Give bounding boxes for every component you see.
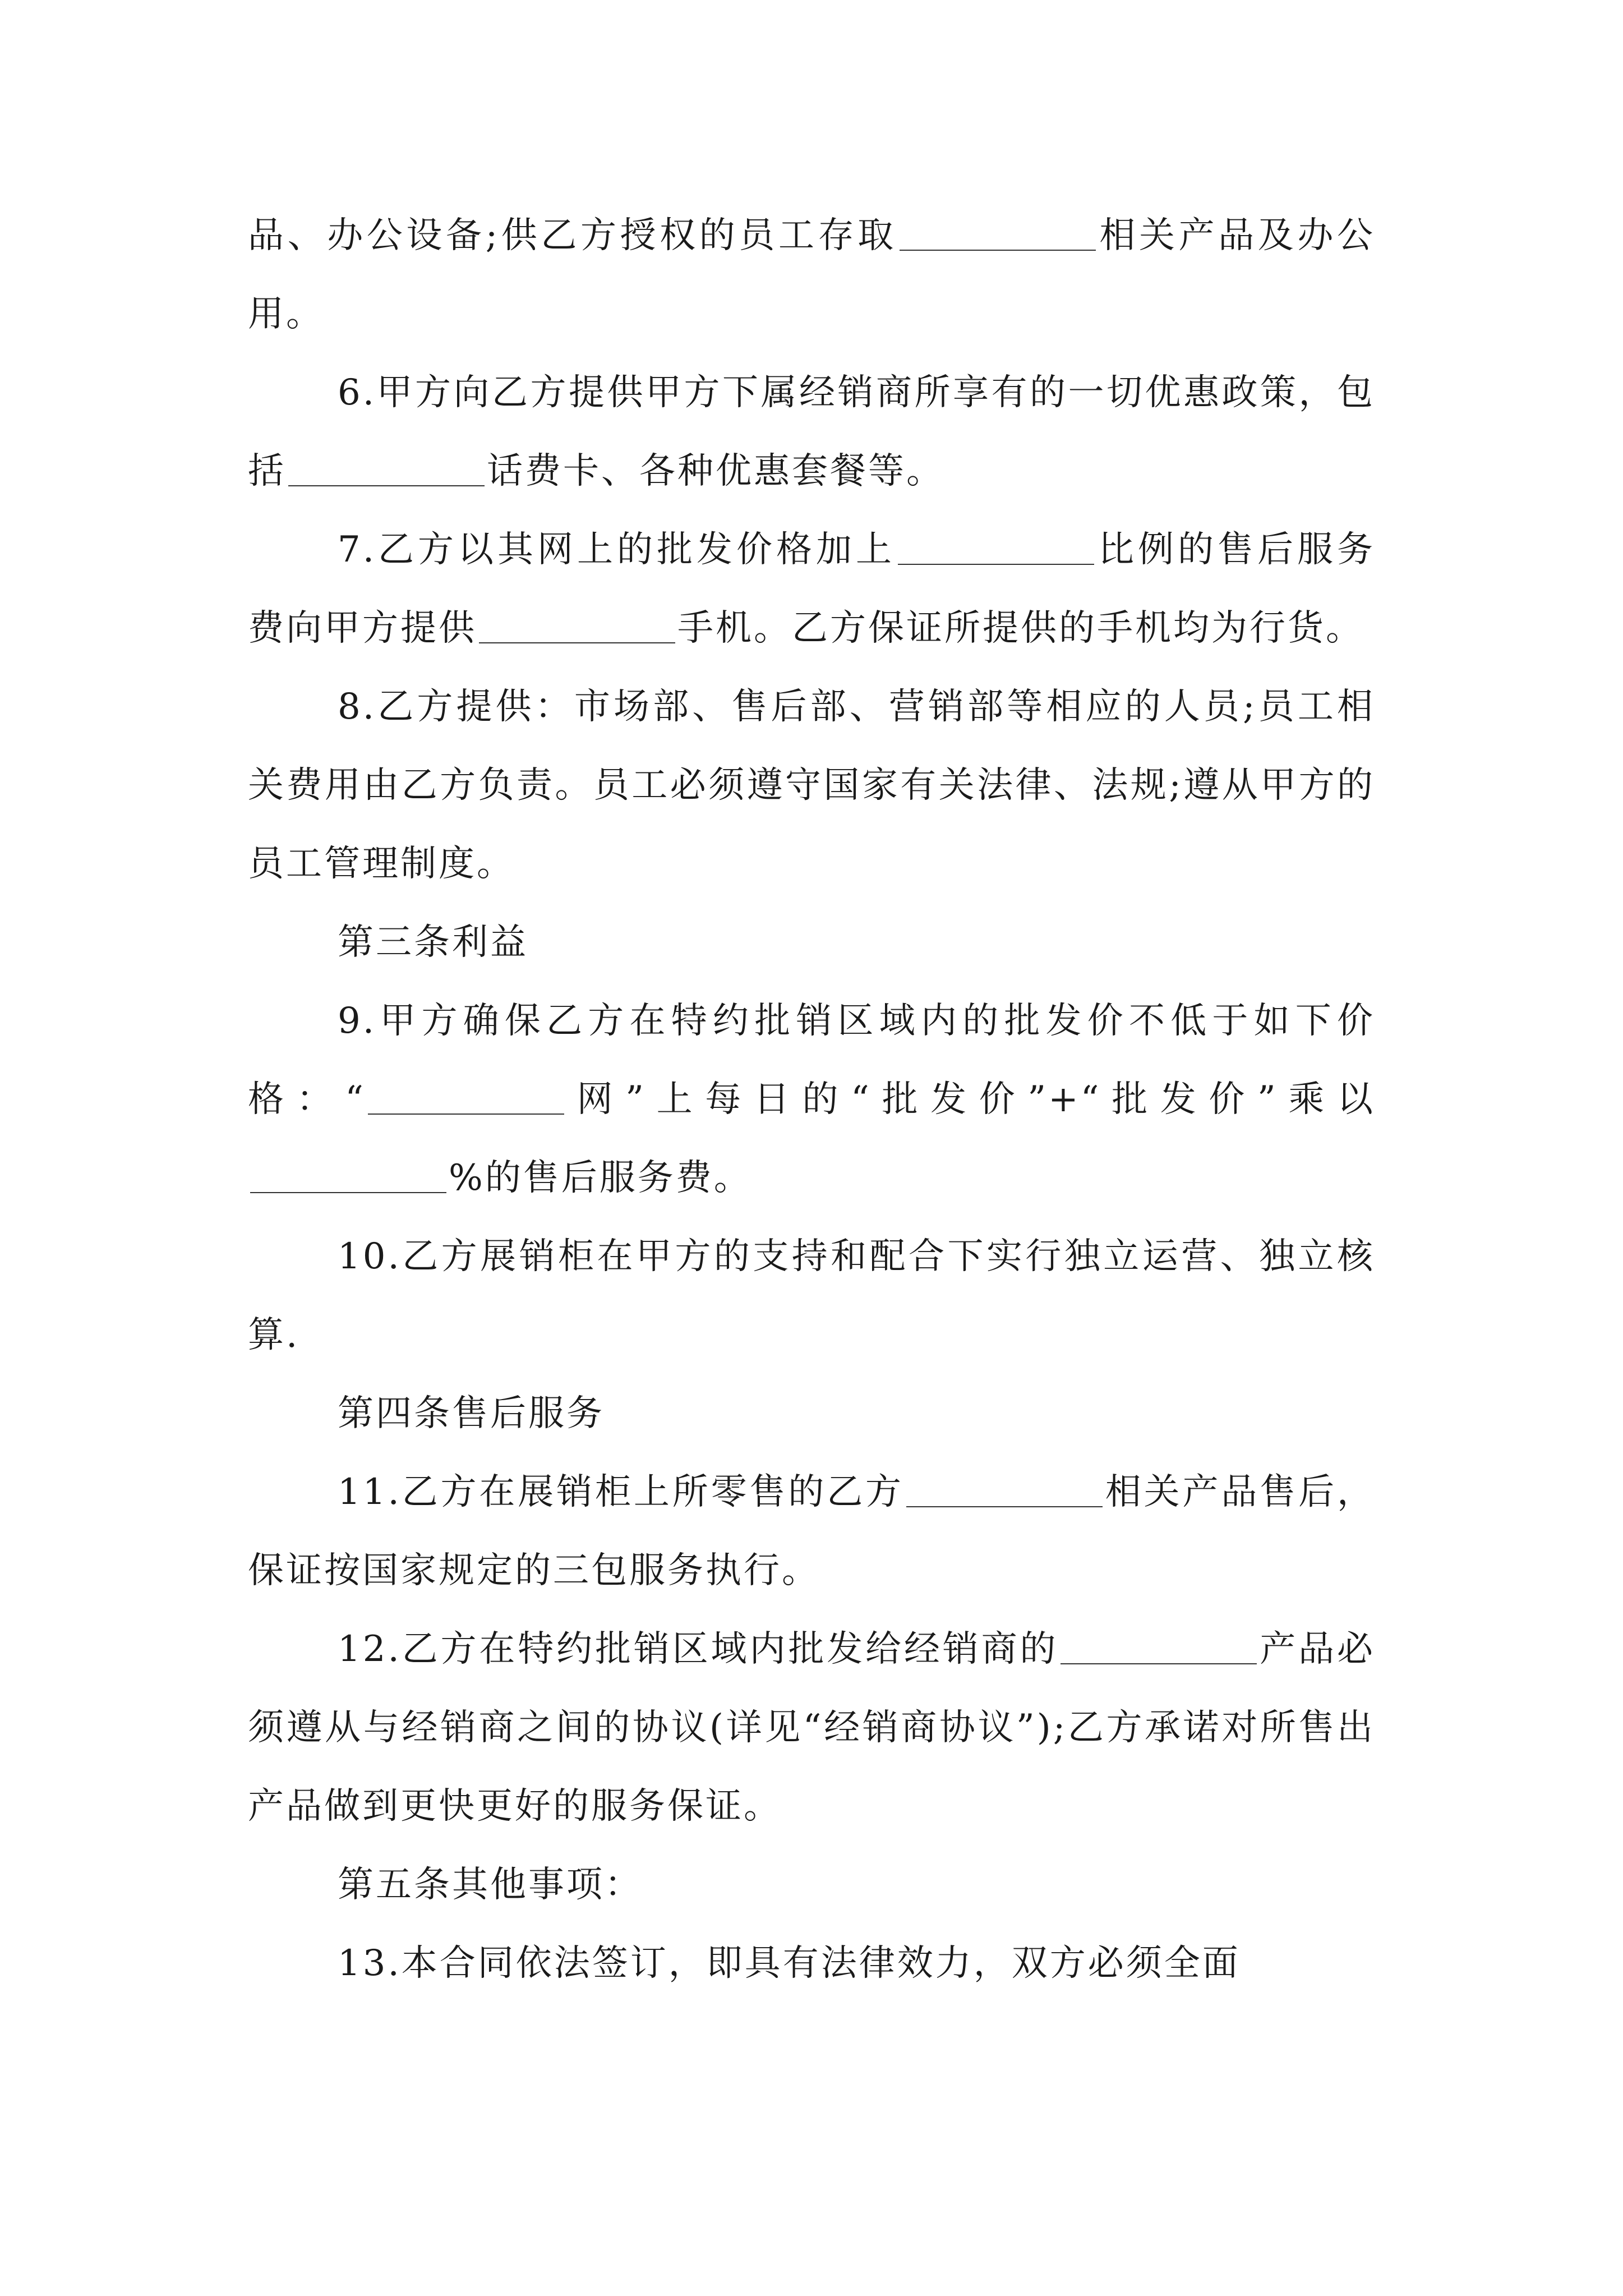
paragraph-text: 9.甲方确保乙方在特约批销区域内的批发价不低于如下价格：“: [248, 1000, 1375, 1120]
paragraph-text: 11.乙方在展销柜上所零售的乙方: [338, 1471, 904, 1513]
paragraph-text: 手机。乙方保证所提供的手机均为行货。: [677, 608, 1364, 649]
paragraph: [248, 353, 1375, 510]
section-heading: [248, 1846, 1375, 1924]
paragraph: [248, 1453, 1375, 1610]
paragraph: [248, 1610, 1375, 1846]
fill-in-blank: [898, 528, 1094, 565]
paragraph: [248, 510, 1375, 668]
fill-in-blank: [368, 1078, 564, 1115]
paragraph-text: 8.乙方提供：市场部、售后部、营销部等相应的人员;员工相关费用由乙方负责。员工必须遵守国家有关法律、法规;遵从甲方的员工管理制度。: [248, 686, 1375, 885]
section-heading: [248, 903, 1375, 982]
fill-in-blank: [1061, 1627, 1257, 1664]
paragraph-text: 相关产品售后，保证按国家规定的三包服务执行。: [248, 1471, 1376, 1591]
paragraph-text: 网”上每日的“批发价”+“批发价”乘以: [566, 1079, 1376, 1120]
paragraph: [248, 1217, 1375, 1374]
paragraph-text: 品、办公设备;供乙方授权的员工存取: [248, 215, 897, 256]
section-heading: [248, 1374, 1375, 1453]
paragraph: [248, 668, 1375, 903]
paragraph: [248, 196, 1375, 353]
fill-in-blank: [900, 214, 1096, 251]
paragraph-text: %的售后服务费。: [449, 1157, 752, 1199]
document-body: [248, 196, 1375, 2003]
paragraph-text: 13.本合同依法签订，即具有法律效力，双方必须全面: [338, 1943, 1241, 1984]
fill-in-blank: [479, 606, 675, 643]
paragraph-text: 6.甲方向乙方提供甲方下属经销商所享有的一切优惠政策，包括: [248, 372, 1375, 492]
paragraph-text: 话费卡、各种优惠套餐等。: [487, 450, 944, 492]
paragraph-text: 7.乙方以其网上的批发价格加上: [338, 529, 896, 570]
paragraph-text: 产品必须遵从与经销商之间的协议(详见“经销商协议”);乙方承诺对所售出产品做到更快更好的服务保证。: [248, 1628, 1376, 1827]
paragraph: [248, 982, 1375, 1217]
paragraph-text: 12.乙方在特约批销区域内批发给经销商的: [338, 1628, 1059, 1670]
fill-in-blank: [288, 449, 485, 486]
paragraph-text: 比例的售后服务费向甲方提供: [248, 529, 1376, 649]
paragraph-text: 相关产品及办公用。: [248, 215, 1376, 335]
fill-in-blank: [250, 1156, 446, 1193]
fill-in-blank: [906, 1470, 1103, 1507]
paragraph-text: 第三条利益: [338, 922, 528, 963]
paragraph-text: 第四条售后服务: [338, 1393, 605, 1434]
paragraph-text: 10.乙方展销柜在甲方的支持和配合下实行独立运营、独立核算.: [248, 1236, 1375, 1356]
paragraph-text: 第五条其他事项：: [338, 1864, 643, 1906]
paragraph: [248, 1924, 1375, 2003]
